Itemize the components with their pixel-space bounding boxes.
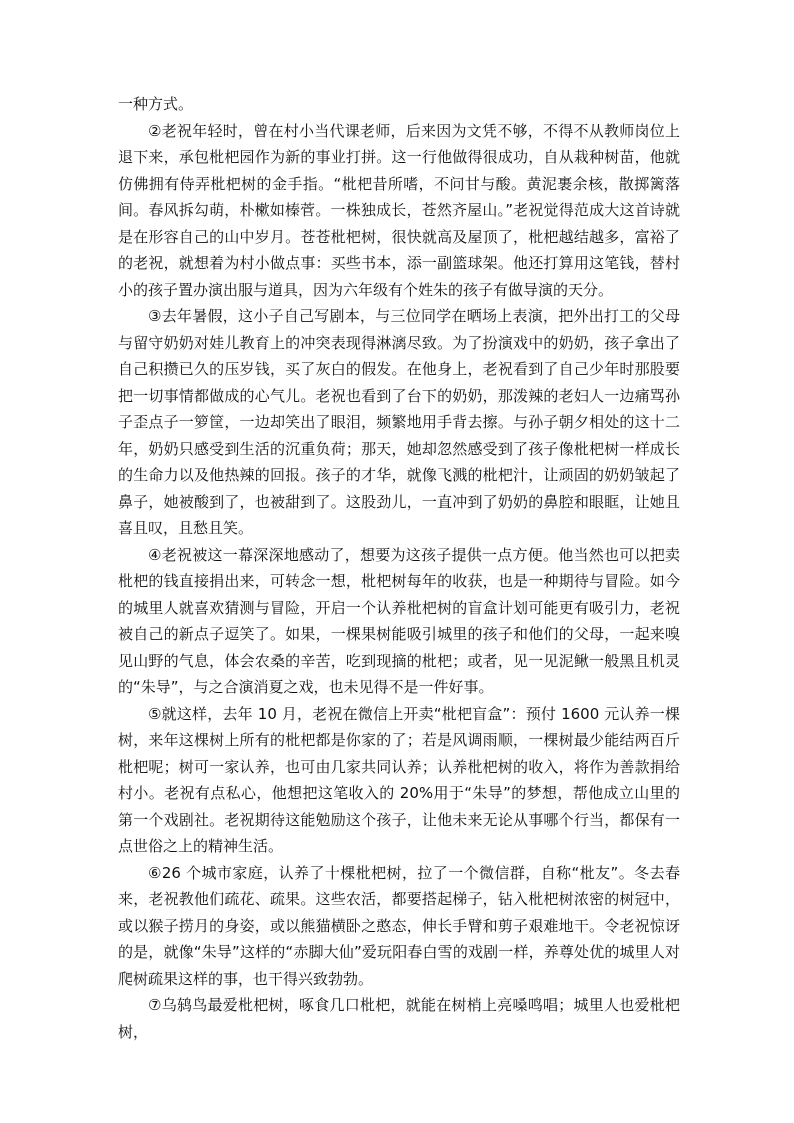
paragraph-6: ⑥26 个城市家庭，认养了十棵枇杷树，拉了一个微信群，自称“枇友”。冬去春来，老祝教他们疏花、疏果。这些农活，都要搭起梯子，钻入枇杷树浓密的树冠中，或以猴子捞月的身姿，或以熊猫横卧之憨态，伸长手臂和剪子艰难地干。令老祝惊讶的是，就像“朱导”这样的“赤脚大仙”爱玩阳春白雪的戏剧一样，养尊处优的城里人对爬树疏果这样的事，也干得兴致勃勃。	[118, 863, 680, 988]
paragraph-1: 一种方式。	[118, 95, 194, 113]
document-page	[118, 91, 680, 1045]
paragraph-4: ④老祝被这一幕深深地感动了，想要为这孩子提供一点方便。他当然也可以把卖枇杷的钱直接捐出来，可转念一想，枇杷树每年的收获，也是一种期待与冒险。如今的城里人就喜欢猜测与冒险，开启一个认养枇杷树的盲盒计划可能更有吸引力，老祝被自己的新点子逗笑了。如果，一棵果树能吸引城里的孩子和他们的父母，一起来嗅见山野的气息，体会农桑的辛苦，吃到现摘的枇杷；或者，见一见泥鳅一般黑且机灵的“朱导”，与之合演消夏之戏，也未见得不是一件好事。	[118, 545, 680, 696]
paragraph-7: ⑦乌鸫鸟最爱枇杷树，啄食几口枇杷，就能在树梢上亮嗓鸣唱；城里人也爱枇杷树，	[118, 996, 680, 1041]
paragraph-2: ②老祝年轻时，曾在村小当代课老师，后来因为文凭不够，不得不从教师岗位上退下来，承包枇杷园作为新的事业打拼。这一行他做得很成功，自从栽种树苗，他就仿佛拥有侍弄枇杷树的金手指。“枇杷昔所嗜，不问甘与酸。黄泥裹余核，散掷篱落间。春风拆勾萌，朴樕如榛菅。一株独成长，苍然齐屋山。”老祝觉得范成大这首诗就是在形容自己的山中岁月。苍苍枇杷树，很快就高及屋顶了，枇杷越结越多，富裕了的老祝，就想着为村小做点事：买些书本，添一副篮球架。他还打算用这笔钱，替村小的孩子置办演出服与道具，因为六年级有个姓朱的孩子有做导演的天分。	[118, 121, 680, 299]
paragraph-5: ⑤就这样，去年 10 月，老祝在微信上开卖“枇杷盲盒”：预付 1600 元认养一棵树，来年这棵树上所有的枇杷都是你家的了；若是风调雨顺，一棵树最少能结两百斤枇杷呢；树可一家认养，也可由几家共同认养；认养枇杷树的收入，将作为善款捐给村小。老祝有点私心，他想把这笔收入的 20%用于“朱导”的梦想，帮他成立山里的第一个戏剧社。老祝期待这能勉励这个孩子，让他未来无论从事哪个行当，都保有一点世俗之上的精神生活。	[118, 704, 680, 855]
paragraph-3: ③去年暑假，这小子自己写剧本，与三位同学在晒场上表演，把外出打工的父母与留守奶奶对娃儿教育上的冲突表现得淋漓尽致。为了扮演戏中的奶奶，孩子拿出了自己积攒已久的压岁钱，买了灰白的假发。在他身上，老祝看到了自己少年时那股要把一切事情都做成的心气儿。老祝也看到了台下的奶奶，那泼辣的老妇人一边痛骂孙子歪点子一箩筐，一边却笑出了眼泪，频繁地用手背去擦。与孙子朝夕相处的这十二年，奶奶只感受到生活的沉重负荷；那天，她却忽然感受到了孩子像枇杷树一样成长的生命力以及他热辣的回报。孩子的才华，就像飞溅的枇杷汁，让顽固的奶奶皱起了鼻子，她被酸到了，也被甜到了。这股劲儿，一直冲到了奶奶的鼻腔和眼眶，让她且喜且叹，且愁且笑。	[118, 307, 680, 537]
